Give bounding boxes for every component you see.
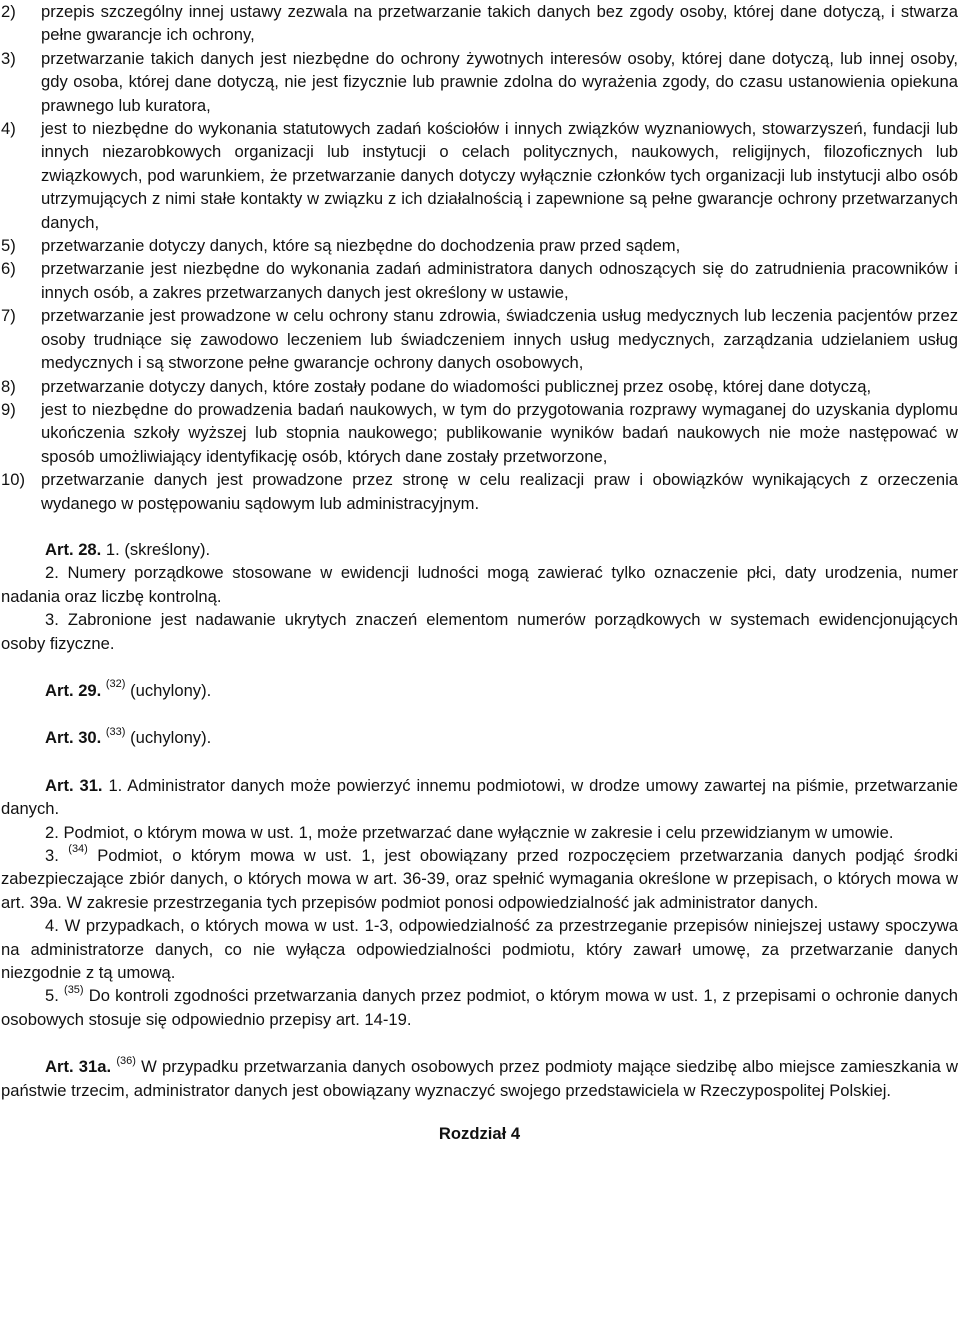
list-item-text: przetwarzanie takich danych jest niezbędne do ochrony żywotnych interesów osoby, której dane dotyczą, lub innej osoby, gdy osoba, której dane dotyczą, nie jest fizycznie lub prawnie zdolna do wyrażenia zgody, do czasu ustanowienia opiekuna prawnego lub kuratora,	[41, 48, 958, 115]
article-31-paragraph-1	[1, 774, 958, 821]
list-item	[1, 0, 958, 47]
list-item-text: jest to niezbędne do wykonania statutowych zadań kościołów i innych związków wyznaniowych, stowarzyszeń, fundacji lub innych niezarobkowych organizacji lub instytucji o celach politycznych, naukowych, religijnych, filozoficznych lub związkowych, pod warunkiem, że przetwarzanie danych dotyczy wyłącznie członków tych organizacji lub instytucji albo osób utrzymujących z nimi stałe kontakty w związku z ich działalnością i zapewnione są pełne gwarancje ochrony przetwarzanych danych,	[41, 119, 958, 232]
list-item	[1, 398, 958, 468]
list-item	[1, 304, 958, 374]
article-31-paragraph-2	[1, 821, 958, 844]
list-item-number: 9)	[1, 399, 16, 419]
article-28-paragraph-3	[1, 608, 958, 655]
list-item-number: 7)	[1, 306, 16, 326]
list-item	[1, 375, 958, 398]
list-item-number: 3)	[1, 48, 16, 68]
article-30-text: (uchylony).	[130, 728, 212, 748]
paragraph-number: 1.	[108, 775, 123, 795]
list-item-text: przetwarzanie dotyczy danych, które zostały podane do wiadomości publicznej przez osobę, której dane dotyczą,	[41, 376, 872, 396]
list-item-number: 5)	[1, 236, 16, 256]
footnote-ref: (35)	[64, 983, 84, 996]
paragraph-text: Do kontroli zgodności przetwarzania danych przez podmiot, o którym mowa w ust. 1, z przepisami o ochronie danych osobowych stosuje się odpowiednio przepisy art. 14-19.	[1, 986, 958, 1029]
list-item-text: przetwarzanie dotyczy danych, które są niezbędne do dochodzenia praw przed sądem,	[41, 236, 681, 256]
conditions-list	[1, 0, 958, 515]
list-item-text: przepis szczególny innej ustawy zezwala na przetwarzanie takich danych bez zgody osoby, której dane dotyczą, i stwarza pełne gwarancje ich ochrony,	[41, 2, 958, 45]
article-31-paragraph-5	[1, 984, 958, 1031]
paragraph-text: Zabronione jest nadawanie ukrytych znaczeń elementom numerów porządkowych w systemach ewidencjonujących osoby fizyczne.	[1, 610, 958, 653]
article-30-title: Art. 30.	[45, 728, 102, 748]
list-item-text: jest to niezbędne do prowadzenia badań naukowych, w tym do przygotowania rozprawy wymaganej do uzyskania dyplomu ukończenia szkoły wyższej lub stopnia naukowego; publikowanie wyników badań naukowych nie może następować w sposób umożliwiający identyfikację osób, których dane zostały przetworzone,	[41, 399, 958, 466]
list-item	[1, 47, 958, 117]
list-item-number: 4)	[1, 119, 16, 139]
list-item-number: 2)	[1, 2, 16, 21]
article-28-paragraph-2	[1, 561, 958, 608]
article-31a-text: W przypadku przetwarzania danych osobowych przez podmioty mające siedzibę albo miejsce zamieszkania w państwie trzecim, administrator danych jest obowiązany wyznaczyć swojego przedstawiciela w Rzeczypospolitej Polskiej.	[1, 1057, 959, 1100]
footnote-ref: (36)	[116, 1054, 136, 1067]
paragraph-text: Podmiot, o którym mowa w ust. 1, może przetwarzać dane wyłącznie w zakresie i celu przewidzianym w umowie.	[63, 822, 894, 842]
list-item-number: 6)	[1, 259, 16, 279]
list-item-text: przetwarzanie jest prowadzone w celu ochrony stanu zdrowia, świadczenia usług medycznych lub leczenia pacjentów przez osoby trudniące się zawodowo leczeniem lub świadczeniem innych usług medycznych, zarządzania udzielaniem usług medycznych i są stworzone pełne gwarancje ochrony danych osobowych,	[41, 306, 958, 373]
footnote-ref: (34)	[68, 843, 88, 856]
list-item	[1, 234, 958, 257]
article-31a	[1, 1055, 958, 1102]
list-item-text: przetwarzanie jest niezbędne do wykonania zadań administratora danych odnoszących się do zatrudnienia pracowników i innych osób, a zakres przetwarzanych danych jest określony w ustawie,	[41, 259, 958, 302]
article-28-title: Art. 28.	[45, 539, 102, 559]
paragraph-number: 2.	[45, 822, 59, 842]
article-28-paragraph-1	[1, 538, 958, 561]
article-29-text: (uchylony).	[130, 680, 212, 700]
footnote-ref: (32)	[105, 678, 126, 691]
paragraph-text: (skreślony).	[124, 539, 211, 559]
paragraph-text: Podmiot, o którym mowa w ust. 1, jest obowiązany przed rozpoczęciem przetwarzania danych podjąć środki zabezpieczające zbiór danych, o których mowa w art. 36-39, oraz spełnić wymagania określone w przepisach, o których mowa w art. 39a. W zakresie przestrzegania tych przepisów podmiot ponosi odpowiedzialność jak administrator danych.	[1, 846, 958, 912]
footnote-ref: (33)	[105, 725, 126, 738]
list-item-number: 8)	[1, 376, 16, 396]
paragraph-number: 3.	[45, 846, 59, 865]
chapter-heading: Rozdział 4	[438, 1124, 521, 1144]
paragraph-number: 3.	[45, 610, 59, 630]
list-item	[1, 468, 958, 515]
article-29-title: Art. 29.	[45, 680, 102, 700]
paragraph-number: 4.	[45, 916, 59, 936]
article-31a-title: Art. 31a.	[45, 1057, 112, 1077]
list-item	[1, 257, 958, 304]
paragraph-text: Administrator danych może powierzyć innemu podmiotowi, w drodze umowy zawartej na piśmie, przetwarzanie danych.	[1, 775, 958, 819]
list-item	[1, 117, 958, 234]
paragraph-number: 1.	[105, 539, 120, 559]
paragraph-text: W przypadkach, o których mowa w ust. 1-3, odpowiedzialność za przestrzeganie przepisów niniejszej ustawy spoczywa na administratorze danych, co nie wyłącza odpowiedzialności podmiotu, który zawarł umowę, za przetwarzanie danych niezgodnie z tą umową.	[1, 916, 958, 983]
list-item-text: przetwarzanie danych jest prowadzone przez stronę w celu realizacji praw i obowiązków wynikających z orzeczenia wydanego w postępowaniu sądowym lub administracyjnym.	[41, 470, 958, 513]
paragraph-number: 2.	[45, 563, 59, 583]
article-29	[1, 679, 958, 702]
article-31-paragraph-3	[1, 844, 958, 914]
list-item-number: 10)	[1, 470, 25, 490]
paragraph-text: Numery porządkowe stosowane w ewidencji ludności mogą zawierać tylko oznaczenie płci, daty urodzenia, numer nadania oraz liczbę kontrolną.	[1, 563, 958, 606]
article-31-title: Art. 31.	[45, 775, 103, 795]
article-31-paragraph-4	[1, 914, 958, 984]
paragraph-number: 5.	[45, 986, 59, 1006]
article-30	[1, 726, 958, 749]
